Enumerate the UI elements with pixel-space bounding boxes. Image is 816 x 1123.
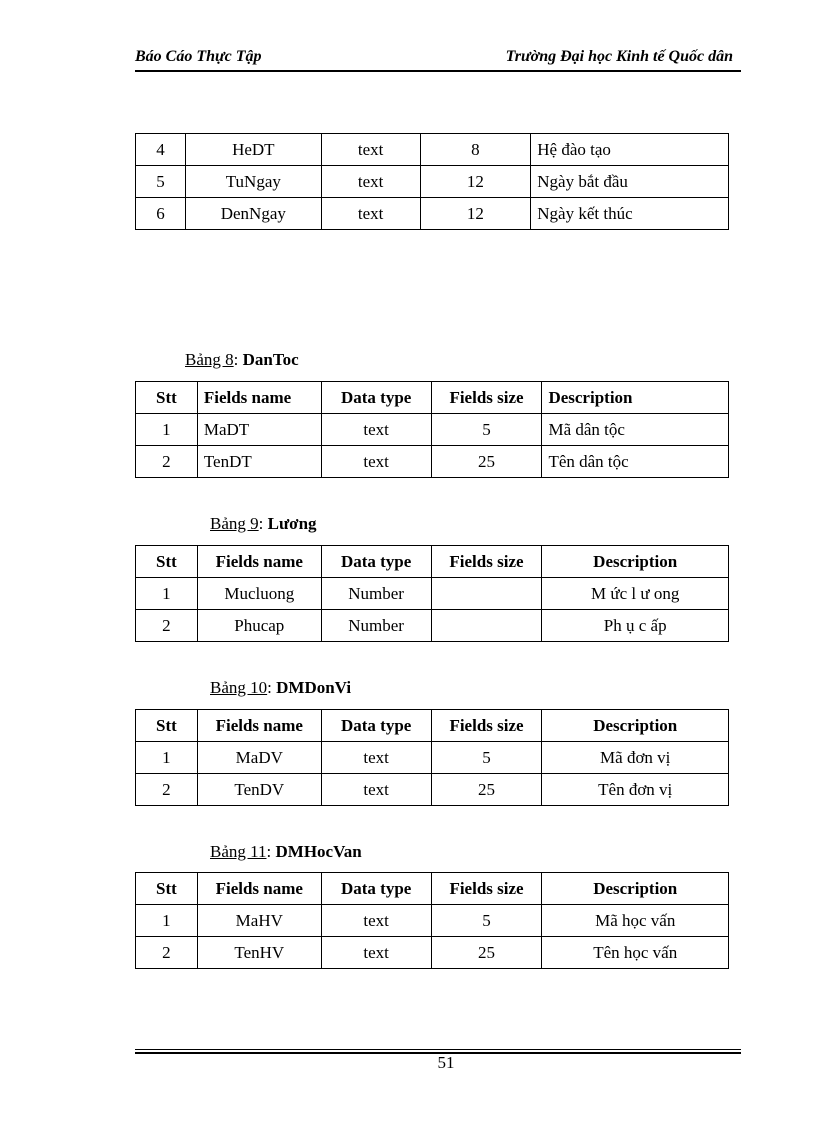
- table-row: [136, 198, 729, 230]
- table-row: [136, 610, 729, 642]
- table-header-row: [136, 710, 729, 742]
- header-stt: Stt: [136, 873, 198, 905]
- cell-field-name: MaDT: [197, 414, 321, 446]
- cell-field-size: [431, 578, 542, 610]
- cell-data-type: text: [321, 198, 420, 230]
- cell-description: Tên đơn vị: [542, 774, 729, 806]
- cell-description: Hệ đào tạo: [531, 134, 729, 166]
- cell-data-type: text: [321, 166, 420, 198]
- page-number: 51: [437, 1053, 455, 1072]
- table-row: [136, 937, 729, 969]
- cell-field-name: TuNgay: [185, 166, 321, 198]
- cell-data-type: text: [321, 937, 431, 969]
- cell-stt: 5: [136, 166, 186, 198]
- header-description: Description: [542, 710, 729, 742]
- cell-field-name: MaHV: [197, 905, 321, 937]
- caption-table-name: DMHocVan: [275, 842, 362, 861]
- cell-description: M ức l ư ong: [542, 578, 729, 610]
- caption-table-name: DMDonVi: [276, 678, 352, 697]
- table-header-row: [136, 546, 729, 578]
- table-header-row: [136, 382, 729, 414]
- header-fields-name: Fields name: [197, 546, 321, 578]
- caption-label: Bảng 9: [210, 514, 259, 533]
- header-data-type: Data type: [321, 546, 431, 578]
- cell-field-name: TenDV: [197, 774, 321, 806]
- header-data-type: Data type: [321, 873, 431, 905]
- header-fields-size: Fields size: [431, 873, 542, 905]
- caption-table-name: DanToc: [242, 350, 299, 369]
- continued-table: [135, 133, 729, 230]
- cell-field-size: 12: [420, 166, 531, 198]
- header-fields-name: Fields name: [197, 710, 321, 742]
- header-description: Description: [542, 382, 729, 414]
- table-row: [136, 166, 729, 198]
- cell-field-size: [431, 610, 542, 642]
- cell-description: Ph ụ c ấp: [542, 610, 729, 642]
- caption-label: Bảng 8: [185, 350, 234, 369]
- cell-field-name: Mucluong: [197, 578, 321, 610]
- cell-stt: 1: [136, 414, 198, 446]
- header-fields-size: Fields size: [431, 382, 542, 414]
- header-rule: [135, 70, 741, 72]
- cell-field-size: 12: [420, 198, 531, 230]
- cell-description: Mã học vấn: [542, 905, 729, 937]
- caption-separator: :: [258, 514, 268, 533]
- cell-data-type: text: [321, 774, 431, 806]
- cell-data-type: text: [321, 446, 431, 478]
- cell-data-type: Number: [321, 578, 431, 610]
- footer-rule: [135, 1049, 741, 1050]
- cell-description: Tên dân tộc: [542, 446, 729, 478]
- cell-description: Tên học vấn: [542, 937, 729, 969]
- cell-description: Mã đơn vị: [542, 742, 729, 774]
- header-left-title: Báo Cáo Thực Tập: [135, 48, 262, 65]
- table-row: [136, 742, 729, 774]
- caption-separator: :: [233, 350, 243, 369]
- cell-stt: 1: [136, 742, 198, 774]
- cell-field-name: DenNgay: [185, 198, 321, 230]
- header-fields-size: Fields size: [431, 546, 542, 578]
- cell-stt: 2: [136, 446, 198, 478]
- cell-field-size: 5: [431, 414, 542, 446]
- table-caption: [210, 514, 317, 534]
- header-data-type: Data type: [321, 710, 431, 742]
- table-header-row: [136, 873, 729, 905]
- cell-stt: 4: [136, 134, 186, 166]
- table-dmhocvan: [135, 872, 729, 969]
- cell-stt: 2: [136, 610, 198, 642]
- cell-data-type: text: [321, 905, 431, 937]
- cell-stt: 1: [136, 578, 198, 610]
- header-right-title: Trường Đại học Kinh tế Quốc dân: [505, 48, 733, 65]
- cell-field-name: TenHV: [197, 937, 321, 969]
- page-header: [135, 46, 741, 70]
- header-data-type: Data type: [321, 382, 431, 414]
- cell-data-type: text: [321, 742, 431, 774]
- table-row: [136, 134, 729, 166]
- cell-field-size: 5: [431, 905, 542, 937]
- cell-field-name: TenDT: [197, 446, 321, 478]
- caption-table-name: Lương: [267, 514, 317, 533]
- table-dantoc: [135, 381, 729, 478]
- cell-description: Mã dân tộc: [542, 414, 729, 446]
- cell-field-size: 25: [431, 774, 542, 806]
- cell-field-name: HeDT: [185, 134, 321, 166]
- cell-stt: 2: [136, 774, 198, 806]
- header-stt: Stt: [136, 546, 198, 578]
- header-stt: Stt: [136, 710, 198, 742]
- cell-field-name: MaDV: [197, 742, 321, 774]
- table-caption: [185, 350, 299, 370]
- table-row: [136, 905, 729, 937]
- table-caption: [210, 842, 362, 862]
- header-description: Description: [542, 546, 729, 578]
- cell-data-type: Number: [321, 610, 431, 642]
- cell-description: Ngày bắt đầu: [531, 166, 729, 198]
- cell-stt: 6: [136, 198, 186, 230]
- cell-field-name: Phucap: [197, 610, 321, 642]
- cell-data-type: text: [321, 414, 431, 446]
- table-row: [136, 578, 729, 610]
- header-stt: Stt: [136, 382, 198, 414]
- cell-stt: 1: [136, 905, 198, 937]
- cell-field-size: 25: [431, 446, 542, 478]
- caption-separator: :: [267, 678, 277, 697]
- cell-stt: 2: [136, 937, 198, 969]
- table-row: [136, 446, 729, 478]
- table-caption: [210, 678, 351, 698]
- header-fields-name: Fields name: [197, 873, 321, 905]
- table-row: [136, 414, 729, 446]
- table-dmdonvi: [135, 709, 729, 806]
- cell-field-size: 25: [431, 937, 542, 969]
- caption-label: Bảng 10: [210, 678, 268, 697]
- header-description: Description: [542, 873, 729, 905]
- cell-field-size: 5: [431, 742, 542, 774]
- cell-data-type: text: [321, 134, 420, 166]
- cell-field-size: 8: [420, 134, 531, 166]
- header-fields-size: Fields size: [431, 710, 542, 742]
- table-row: [136, 774, 729, 806]
- caption-separator: :: [266, 842, 276, 861]
- cell-description: Ngày kết thúc: [531, 198, 729, 230]
- table-luong: [135, 545, 729, 642]
- header-fields-name: Fields name: [197, 382, 321, 414]
- caption-label: Bảng 11: [210, 842, 267, 861]
